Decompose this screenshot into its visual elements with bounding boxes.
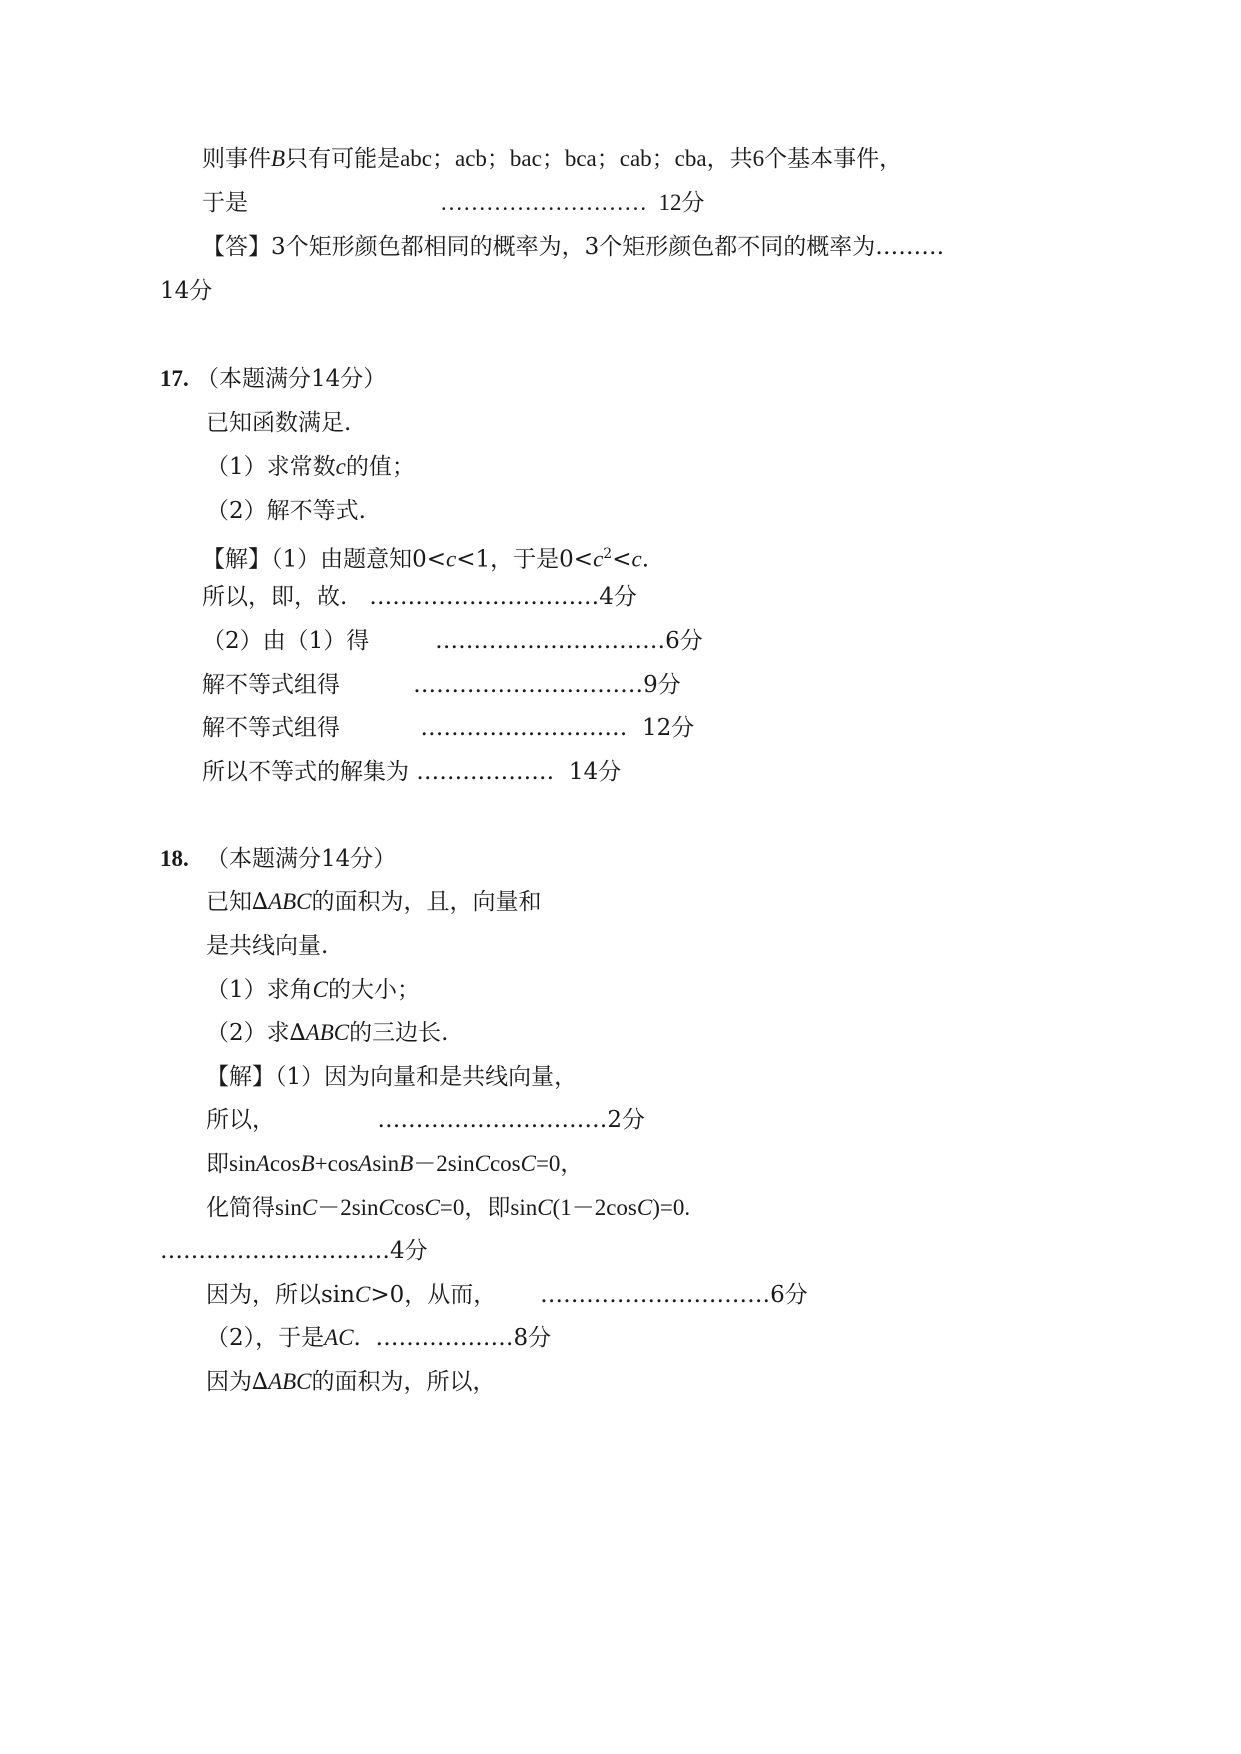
problem-17-header: （本题满分14分） (196, 366, 387, 392)
problem-18-solution-6: 因为，所以sinC>0，从而， …………………………6分 (206, 1282, 808, 1308)
problem-18-stem-1: 已知∆ABC的面积为，且，向量和 (206, 889, 542, 915)
problem-18-q1: （1）求角C的大小； (206, 977, 420, 1003)
problem-17-solution-5: 解不等式组得 ……………………… 12分 (202, 715, 695, 741)
problem-18-number: 18. (160, 846, 189, 871)
problem-18-solution-2: 所以， …………………………2分 (206, 1107, 645, 1133)
problem-18-solution-1: 【解】（1）因为向量和是共线向量， (206, 1064, 578, 1090)
problem-17-solution-3: （2）由（1）得 …………………………6分 (202, 628, 703, 654)
sec16-line-thus-score: ……………………… 12分 (440, 190, 705, 215)
problem-18-solution-8: 因为∆ABC的面积为，所以， (206, 1369, 496, 1395)
problem-18-q2: （2）求∆ABC的三边长. (206, 1020, 449, 1046)
problem-17-solution-1: 【解】（1）由题意知0<c<1，于是$0<c^2<c$. (202, 546, 650, 573)
problem-17-solution-2: 所以，即，故. …………………………4分 (202, 584, 637, 610)
sec16-answer-line: 【答】3个矩形颜色都相同的概率为，3个矩形颜色都不同的概率为……… (202, 234, 945, 260)
problem-17-solution-6: 所以不等式的解集为 ……………… 14分 (202, 759, 622, 785)
problem-18-solution-3: 即sinAcosB+cosAsinB－2sinCcosC=0， (206, 1151, 584, 1176)
problem-17-q2: （2）解不等式. (206, 498, 366, 524)
problem-17-number: 17. (160, 366, 189, 391)
problem-18-header: （本题满分14分） (206, 846, 397, 872)
problem-17-q1: （1）求常数c的值； (206, 454, 415, 480)
sec16-answer-score: 14分 (160, 278, 213, 304)
problem-18-solution-5: …………………………4分 (160, 1238, 428, 1264)
sec16-line-events: 则事件B只有可能是abc；acb；bac；bca；cab；cba，共6个基本事件， (202, 146, 903, 172)
problem-17-solution-4: 解不等式组得 …………………………9分 (202, 672, 681, 698)
problem-18-solution-4: 化简得sinC－2sinCcosC=0，即sinC(1－2cosC)=0. (206, 1195, 691, 1220)
problem-17-stem: 已知函数满足. (206, 410, 352, 436)
sec16-line-thus: 于是 (202, 190, 248, 216)
problem-18-solution-7: （2），于是AC. ………………8分 (206, 1325, 552, 1351)
problem-18-stem-2: 是共线向量. (206, 933, 329, 959)
